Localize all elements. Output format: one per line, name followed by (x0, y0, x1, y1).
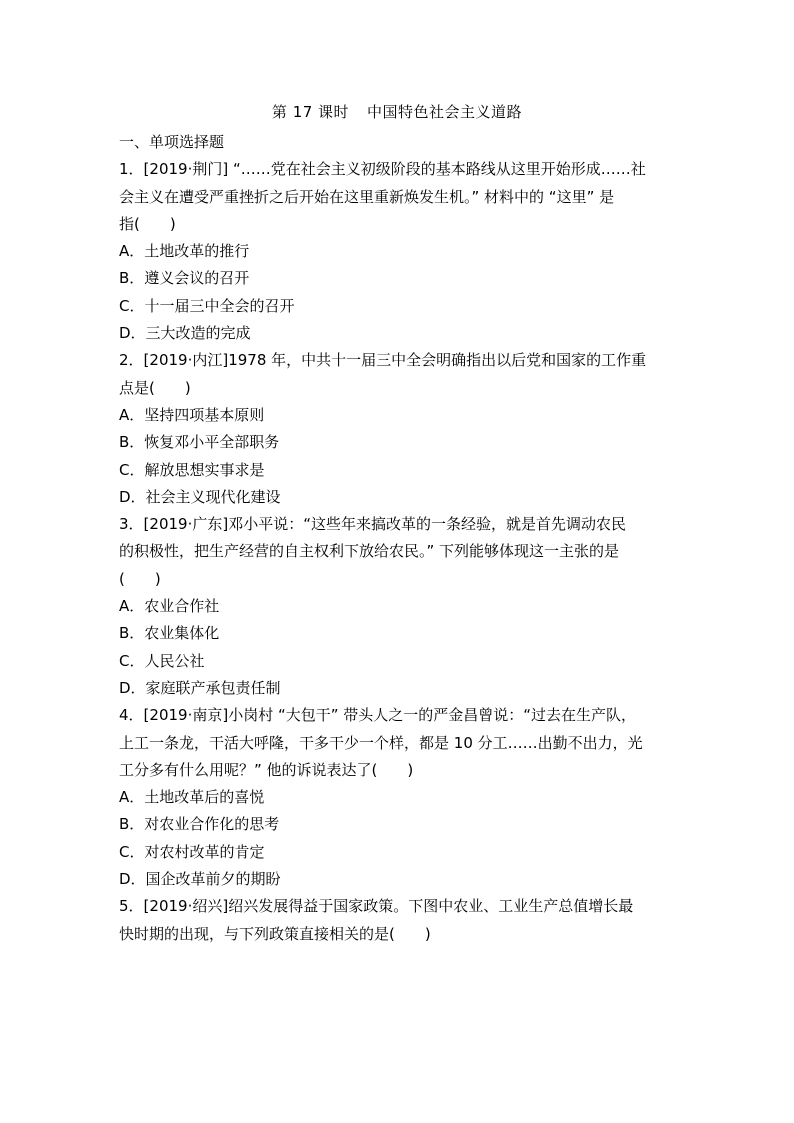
option-d: D．三大改造的完成 (119, 324, 251, 343)
option-d: D．家庭联产承包责任制 (119, 678, 281, 697)
question-5 (119, 893, 679, 948)
question-stem-line: 快时期的出现，与下列政策直接相关的是( ) (119, 924, 431, 943)
option-a: A．农业合作社 (119, 597, 220, 616)
option-b: B．恢复邓小平全部职务 (119, 433, 280, 452)
lesson-topic: 中国特色社会主义道路 (367, 103, 523, 121)
option-c: C．对农村改革的肯定 (119, 842, 265, 861)
lesson-number: 第 17 课时 (271, 103, 350, 121)
option-a: A．土地改革的推行 (119, 242, 250, 261)
option-a: A．土地改革后的喜悦 (119, 788, 265, 807)
question-stem-line: 4．[2019·南京]小岗村 “大包干” 带头人之一的严金昌曾说：“过去在生产队， (119, 706, 637, 725)
question-3 (119, 511, 679, 702)
question-stem-line: 1．[2019·荆门] “……党在社会主义初级阶段的基本路线从这里开始形成……社 (119, 160, 646, 179)
question-stem-line: 指( ) (119, 214, 176, 233)
question-1 (119, 156, 679, 347)
question-stem-line: ( ) (119, 569, 161, 588)
question-stem-line: 2．[2019·内江]1978 年，中共十一届三中全会明确指出以后党和国家的工作重 (119, 351, 647, 370)
question-stem-line: 的积极性，把生产经营的自主权利下放给农民。” 下列能够体现这一主张的是 (119, 542, 620, 561)
question-4 (119, 702, 679, 893)
option-d: D．国企改革前夕的期盼 (119, 870, 281, 889)
section-heading: 一、单项选择题 (119, 133, 225, 151)
page-title (0, 103, 794, 121)
option-d: D．社会主义现代化建设 (119, 487, 281, 506)
option-a: A．坚持四项基本原则 (119, 405, 265, 424)
question-stem-line: 会主义在遭受严重挫折之后开始在这里重新焕发生机。” 材料中的 “这里” 是 (119, 187, 615, 206)
question-stem-line: 3．[2019·广东]邓小平说：“这些年来搞改革的一条经验，就是首先调动农民 (119, 515, 626, 534)
option-c: C．人民公社 (119, 651, 205, 670)
question-stem-line: 工分多有什么用呢？” 他的诉说表达了( ) (119, 760, 414, 779)
question-list (119, 129, 679, 948)
option-c: C．十一届三中全会的召开 (119, 296, 295, 315)
question-2 (119, 347, 679, 511)
question-stem-line: 点是( ) (119, 378, 191, 397)
option-b: B．农业集体化 (119, 624, 220, 643)
option-b: B．遵义会议的召开 (119, 269, 250, 288)
option-b: B．对农业合作化的思考 (119, 815, 280, 834)
option-c: C．解放思想实事求是 (119, 460, 265, 479)
question-stem-line: 5．[2019·绍兴]绍兴发展得益于国家政策。下图中农业、工业生产总值增长最 (119, 897, 634, 916)
question-stem-line: 上工一条龙，干活大呼隆，干多干少一个样，都是 10 分工……出勤不出力，光 (119, 733, 643, 752)
